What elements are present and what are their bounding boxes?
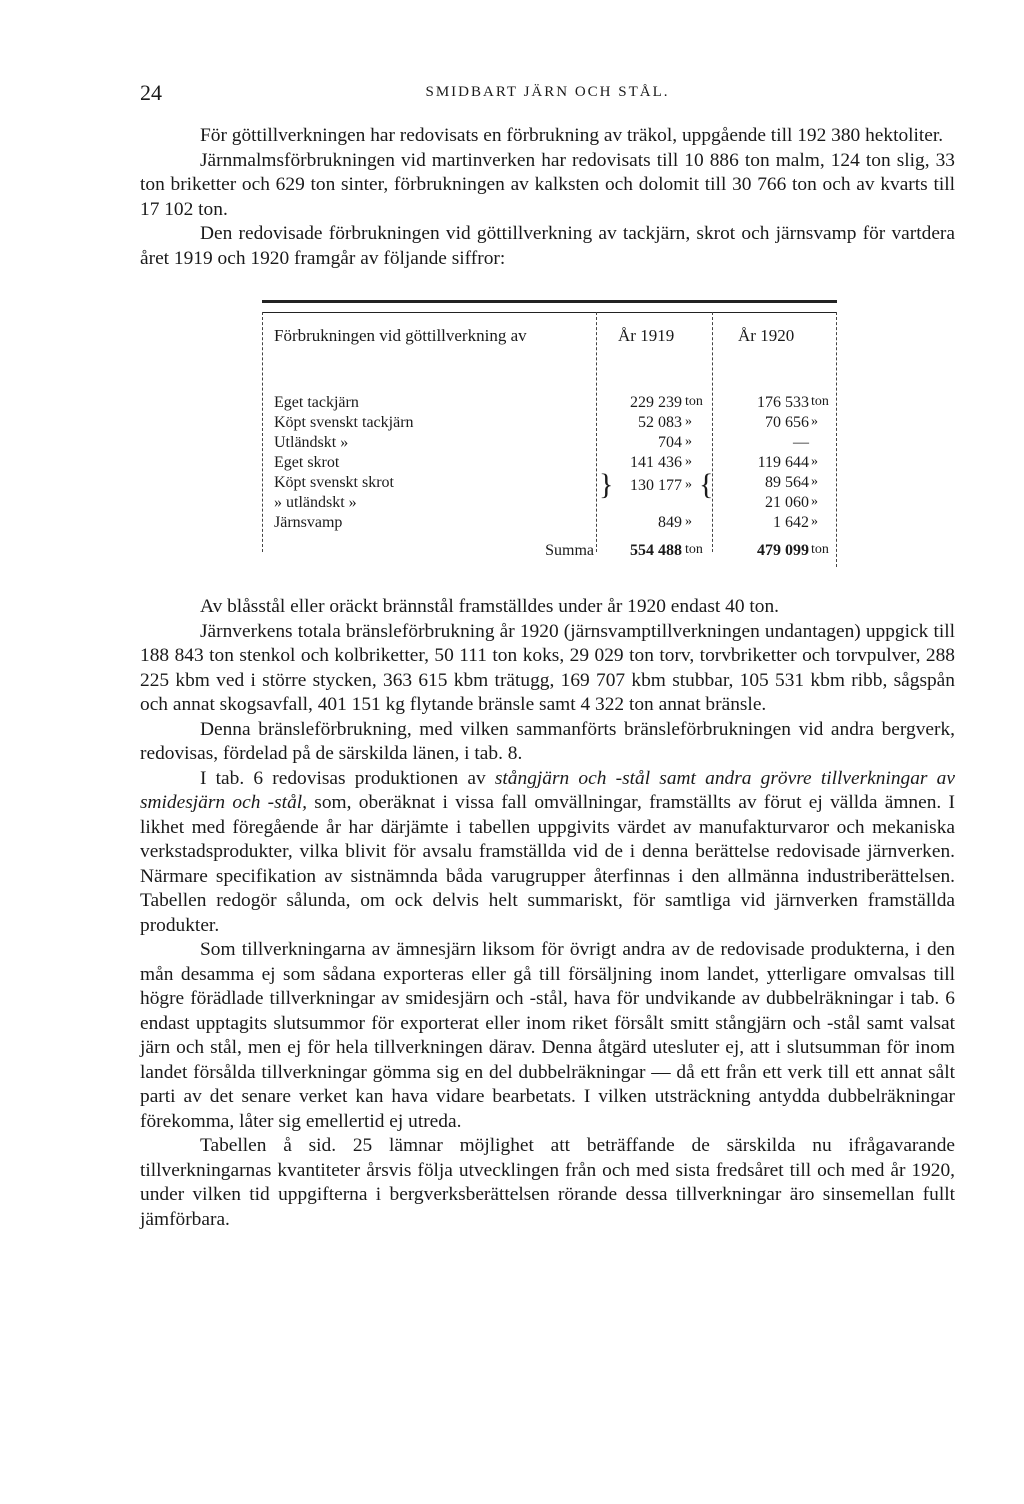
table-row-label-text: Utländskt » <box>274 434 349 451</box>
table-top-rule-thin <box>262 312 837 313</box>
merged-unit-1919: » <box>685 477 692 492</box>
table-unit-1920: » <box>811 494 818 509</box>
total-unit-1920: ton <box>811 542 829 557</box>
table-row-label-text: » utländskt » <box>274 494 357 511</box>
table-unit-1920: » <box>811 414 818 429</box>
table-unit-1920: » <box>811 514 818 529</box>
paragraph-fuel-by-county: Denna bränsleförbrukning, med vilken sammanförts bränsleförbrukningen vid andra bergverk, redovisas, fördelad på de särskilda länen, i tab. 8. <box>140 718 955 764</box>
table-cell-1919: 849 <box>658 514 682 531</box>
table-row-label-text: Eget tackjärn <box>274 394 359 411</box>
table-cell-1920: 119 644 <box>757 454 809 471</box>
paragraph-charcoal: För göttillverkningen har redovisats en förbrukning av träkol, uppgående till 192 380 hektoliter. <box>200 125 944 146</box>
paragraph-ore: Järnmalmsförbrukningen vid martinverken har redovisats till 10 886 ton malm, 124 ton slig, 33 ton briketter och 629 ton sinter, förbrukningen av kalksten och dolomit till 30 766 ton och av kvarts till 17 102 ton. <box>140 149 955 220</box>
brace-left: } <box>599 468 614 501</box>
table-unit-1919: » <box>685 514 692 529</box>
intro-text <box>140 124 955 271</box>
table-row-label <box>274 454 597 472</box>
paragraph-fuel: Järnverkens totala bränsleförbrukning år 1920 (järnsvamptillverkningen undantagen) uppgick till 188 843 ton stenkol och kolbriketter, 50 111 ton koks, 29 029 ton torv, torvbriketter och torvpulver, 288 225 kbm ved i större stycken, 363 615 kbm trätugg, 169 707 kbm stubbar, 105 531 kbm ribb, sågspån och annat skogsavfall, 401 151 kg flytande bränsle samt 4 322 ton annat bränsle. <box>140 620 955 715</box>
paragraph-page25: Tabellen å sid. 25 lämnar möjlighet att beträffande de särskilda nu ifrågavarande tillverkningarnas kvantiteter årsvis följa utvecklingen från och med sista fredsåret till och med år 1920, under vilken tid uppgifterna i bergverksberättelsen rörande dessa tillverkningar äro sinsemellan fullt jämförbara. <box>140 1135 955 1230</box>
table-row-label-text: Köpt svenskt tackjärn <box>274 414 414 431</box>
table-row-label <box>274 494 597 512</box>
table-unit-1919: » <box>685 434 692 449</box>
table-row-label <box>274 414 597 432</box>
emphasis-products: stångjärn och -stål samt andra grövre tillverkningar av smidesjärn och -stål, <box>140 767 955 813</box>
merged-value-1919: 130 177 <box>630 477 682 494</box>
consumption-table <box>262 300 837 568</box>
table-row-label-text: Köpt svenskt skrot <box>274 474 394 491</box>
table-row-label-text: Järnsvamp <box>274 514 343 531</box>
table-unit-1920: » <box>811 474 818 489</box>
table-divider <box>712 312 713 552</box>
table-unit-1920: » <box>811 454 818 469</box>
total-unit-1919: ton <box>685 542 703 557</box>
brace-right: { <box>699 468 714 501</box>
table-header-item: Förbrukningen vid göttillverkning av <box>274 326 527 345</box>
body-text <box>140 595 955 1232</box>
paragraph-double-counting: Som tillverkningarna av ämnesjärn liksom för övrigt andra av de redovisade produkterna, i den mån desamma ej som sådana exporteras eller gå till försäljning inom landet, ytterligare omvalsas till högre förädlade tillverkningar av smidesjärn och -stål, hava för undvikande av dubbelräkningar i tab. 6 endast upptagits slutsummor för exporterat eller inom riket försålt smitt stångjärn och -stål samt valsat järn och stål, men ej för hela tillverkningen därav. Denna åtgärd utesluter ej, att i slutsumman för inom landet försålda tillverkningar gömma sig en del dubbelräkningar — då ett från ett verk till ett annat sålt parti av det senare verket kan hava vidare bearbetats. I vilken utsträckning antydda dubbelräkningar förekomma, låter sig emellertid ej utreda. <box>140 939 955 1132</box>
page-header <box>140 80 955 110</box>
table-unit-1920: ton <box>811 394 829 409</box>
table-cell-1920: 89 564 <box>765 474 809 491</box>
table-divider <box>262 312 263 552</box>
table-cell-1920: 176 533 <box>757 394 809 411</box>
table-row-label <box>274 434 597 452</box>
table-header-1919: År 1919 <box>618 326 675 345</box>
table-cell-1920: — <box>793 434 809 451</box>
paragraph-table-intro: Den redovisade förbrukningen vid göttillverkning av tackjärn, skrot och järnsvamp för vartdera året 1919 och 1920 framgår av följande siffror: <box>140 223 955 269</box>
table-cell-1919: 704 <box>658 434 682 451</box>
table-header-1920: År 1920 <box>738 326 795 345</box>
table-row-label-text: Eget skrot <box>274 454 340 471</box>
page-number: 24 <box>140 80 162 105</box>
table-cell-1920: 1 642 <box>773 514 809 531</box>
table-row-label <box>274 394 597 412</box>
paragraph-tab6: I tab. 6 redovisas produktionen av stångjärn och -stål samt andra grövre tillverkningar av smidesjärn och -stål, som, oberäknat i vissa fall omvällningar, framställts av förut ej vällda ämnen. I likhet med föregående år har därjämte i tabellen uppgivits värdet av manufakturvaror och mekaniska verkstadsprodukter, vilka blivit för avsalu framställda vid de i denna berättelse redovisade järnverken. Närmare specifikation av sistnämnda båda varugrupper återfinnas i den allmänna industriberättelsen. Tabellen redogör sålunda, om ock delvis helt summariskt, för samtliga vid järnverken framställda produkter. <box>140 767 956 936</box>
table-cell-1920: 21 060 <box>765 494 809 511</box>
table-cell-1919: 229 239 <box>630 394 682 411</box>
total-label: Summa <box>545 542 594 559</box>
table-row-label <box>274 474 597 492</box>
paragraph-blast-steel: Av blåsstål eller oräckt brännstål framställdes under år 1920 endast 40 ton. <box>200 596 780 617</box>
table-unit-1919: » <box>685 454 692 469</box>
running-title: SMIDBART JÄRN OCH STÅL. <box>425 84 670 100</box>
table-cell-1919: 141 436 <box>630 454 682 471</box>
table-unit-1919: » <box>685 414 692 429</box>
table-top-rule <box>262 300 837 303</box>
total-1919: 554 488 <box>630 542 682 559</box>
table-row-label <box>274 514 597 532</box>
total-1920: 479 099 <box>757 542 809 559</box>
table-unit-1919: ton <box>685 394 703 409</box>
table-cell-1919: 52 083 <box>638 414 682 431</box>
table-cell-1920: 70 656 <box>765 414 809 431</box>
